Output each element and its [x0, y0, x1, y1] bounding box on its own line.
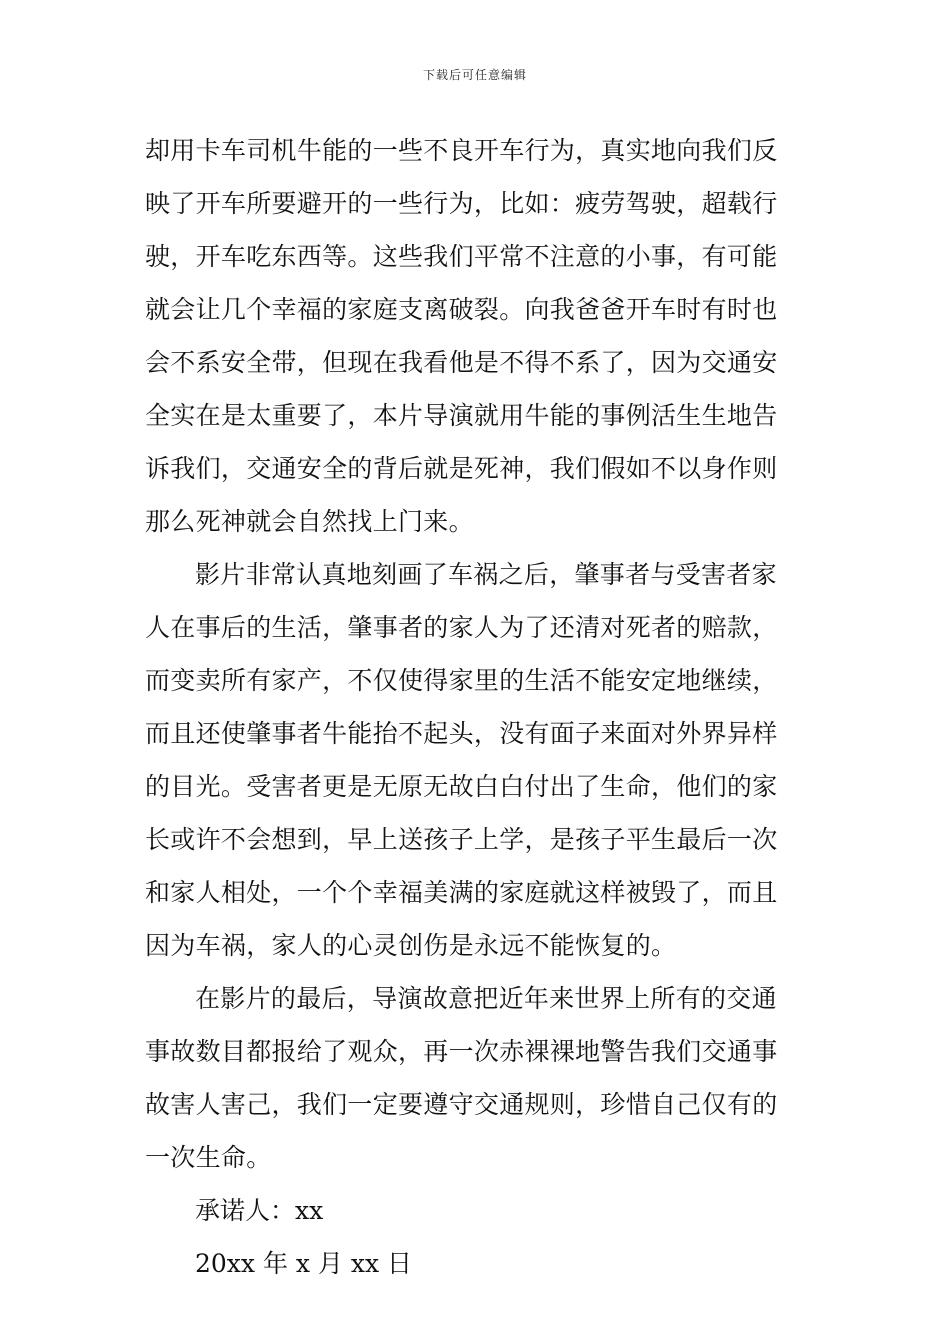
paragraph	[145, 548, 810, 972]
text-line: 在影片的最后，导演故意把近年来世界上所有的交通	[195, 984, 777, 1013]
text-line: 而且还使肇事者牛能抬不起头，没有面子来面对外界异样	[145, 719, 778, 748]
text-line: 那么死神就会自然找上门来。	[145, 507, 474, 536]
text-line: 而变卖所有家产，不仅使得家里的生活不能安定地继续，	[145, 666, 778, 695]
text-line: 全实在是太重要了，本片导演就用牛能的事例活生生地告	[145, 401, 778, 430]
text-line: 映了开车所要避开的一些行为，比如：疲劳驾驶，超载行	[145, 189, 778, 218]
text-line: 会不系安全带，但现在我看他是不得不系了，因为交通安	[145, 348, 778, 377]
text-line: 长或许不会想到，早上送孩子上学，是孩子平生最后一次	[145, 825, 778, 854]
text-line: 驶，开车吃东西等。这些我们平常不注意的小事，有可能	[145, 242, 778, 271]
text-line: 却用卡车司机牛能的一些不良开车行为，真实地向我们反	[145, 136, 778, 165]
text-line: 诉我们，交通安全的背后就是死神，我们假如不以身作则	[145, 454, 778, 483]
date-line: 20xx 年 x 月 xx 日	[195, 1249, 413, 1278]
signer-line: 承诺人：xx	[195, 1196, 324, 1225]
header-note: 下载后可任意编辑	[422, 68, 527, 82]
paragraph	[145, 124, 810, 548]
text-line: 故害人害己，我们一定要遵守交通规则，珍惜自己仅有的	[145, 1090, 778, 1119]
text-line: 事故数目都报给了观众，再一次赤裸裸地警告我们交通事	[145, 1037, 778, 1066]
text-line: 影片非常认真地刻画了车祸之后，肇事者与受害者家	[195, 560, 777, 589]
document-body	[145, 124, 810, 1290]
text-line: 就会让几个幸福的家庭支离破裂。向我爸爸开车时有时也	[145, 295, 778, 324]
paragraph	[145, 972, 810, 1184]
text-line: 因为车祸，家人的心灵创伤是永远不能恢复的。	[145, 931, 677, 960]
text-line: 人在事后的生活，肇事者的家人为了还清对死者的赔款，	[145, 613, 778, 642]
text-line: 的目光。受害者更是无原无故白白付出了生命，他们的家	[145, 772, 778, 801]
text-line: 和家人相处，一个个幸福美满的家庭就这样被毁了，而且	[145, 878, 778, 907]
signature-block	[145, 1184, 810, 1290]
text-line: 一次生命。	[145, 1143, 272, 1172]
